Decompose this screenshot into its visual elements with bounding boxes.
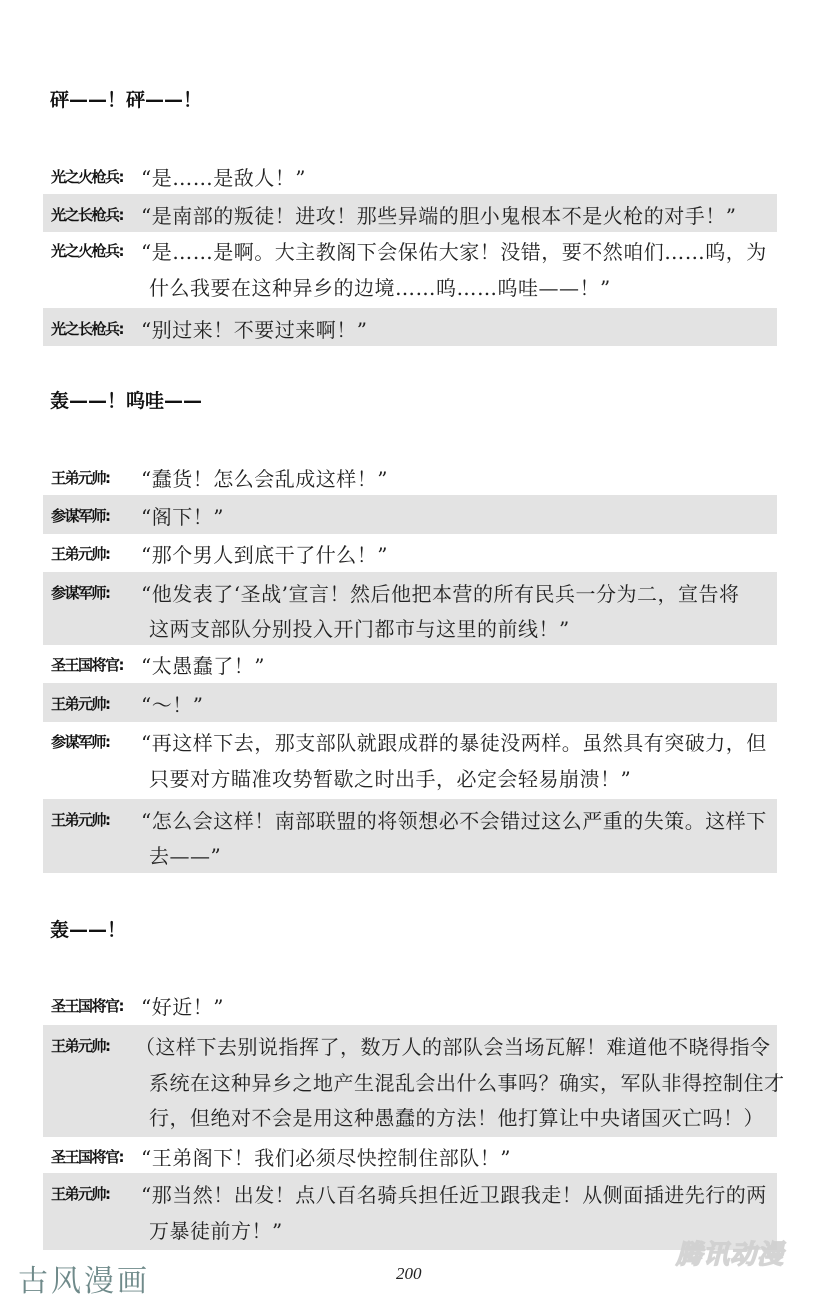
speaker-label: 光之长枪兵: <box>51 320 123 338</box>
dialogue-line: （这样下去别说指挥了，数万人的部队会当场瓦解！难道他不晓得指令 <box>135 1035 771 1059</box>
dialogue-row <box>43 1025 785 1137</box>
dialogue-line: 去——” <box>149 844 222 868</box>
dialogue-row <box>43 799 777 873</box>
dialogue-line: 只要对方瞄准攻势暂歇之时出手，必定会轻易崩溃！” <box>149 767 632 791</box>
speaker-label: 圣王国将官: <box>51 1148 123 1166</box>
dialogue-row <box>43 645 777 682</box>
dialogue-row <box>43 495 777 534</box>
dialogue-row <box>43 986 777 1024</box>
dialogue-line: “～！” <box>141 693 204 717</box>
speaker-label: 圣王国将官: <box>51 997 123 1015</box>
dialogue-line: “他发表了‘圣战’宣言！然后他把本营的所有民兵一分为二，宣告将 <box>141 582 740 606</box>
dialogue-line: “再这样下去，那支部队就跟成群的暴徒没两样。虽然具有突破力，但 <box>141 731 767 755</box>
dialogue-line: “好近！” <box>141 995 224 1019</box>
speaker-label: 圣王国将官: <box>51 656 123 674</box>
dialogue-line: “怎么会这样！南部联盟的将领想必不会错过这么严重的失策。这样下 <box>141 809 767 833</box>
sound-effect-heading: 砰——！砰——！ <box>50 89 203 111</box>
dialogue-row <box>43 232 777 308</box>
speaker-label: 光之火枪兵: <box>51 168 123 186</box>
dialogue-line: 什么我要在这种异乡的边境……呜……呜哇——！” <box>149 276 611 300</box>
speaker-label: 王弟元帅: <box>51 811 110 829</box>
dialogue-line: “那个男人到底干了什么！” <box>141 543 388 567</box>
dialogue-line: “太愚蠢了！” <box>141 654 265 678</box>
speaker-label: 王弟元帅: <box>51 469 110 487</box>
dialogue-line: “那当然！出发！点八百名骑兵担任近卫跟我走！从侧面插进先行的两 <box>141 1183 767 1207</box>
dialogue-line: 这两支部队分别投入开门都市与这里的前线！” <box>149 617 570 641</box>
dialogue-line: “是南部的叛徒！进攻！那些异端的胆小鬼根本不是火枪的对手！” <box>141 204 737 228</box>
dialogue-line: “蠢货！怎么会乱成这样！” <box>141 467 388 491</box>
dialogue-row <box>43 158 777 194</box>
dialogue-line: “王弟阁下！我们必须尽快控制住部队！” <box>141 1146 511 1170</box>
dialogue-row <box>43 722 777 798</box>
dialogue-line: 万暴徒前方！” <box>149 1219 283 1243</box>
dialogue-row <box>43 683 777 722</box>
sound-effect-heading: 轰——！呜哇—— <box>50 390 203 412</box>
speaker-label: 参谋军师: <box>51 507 110 525</box>
speaker-label: 王弟元帅: <box>51 695 110 713</box>
speaker-label: 王弟元帅: <box>51 1185 110 1203</box>
watermark-logo: 腾讯动漫 <box>676 1240 785 1270</box>
dialogue-line: “是……是啊。大主教阁下会保佑大家！没错，要不然咱们……呜，为 <box>141 240 767 264</box>
dialogue-row <box>43 1173 777 1250</box>
speaker-label: 王弟元帅: <box>51 545 110 563</box>
dialogue-line: “阁下！” <box>141 505 224 529</box>
dialogue-row <box>43 572 777 645</box>
dialogue-line: “别过来！不要过来啊！” <box>141 318 368 342</box>
dialogue-line: “是……是敌人！” <box>141 166 306 190</box>
dialogue-line: 行，但绝对不会是用这种愚蠢的方法！他打算让中央诸国灭亡吗！） <box>149 1106 764 1130</box>
dialogue-row <box>43 458 777 494</box>
speaker-label: 参谋军师: <box>51 733 110 751</box>
page-number: 200 <box>396 1264 422 1283</box>
dialogue-row <box>43 1137 777 1173</box>
speaker-label: 王弟元帅: <box>51 1037 110 1055</box>
dialogue-row <box>43 308 777 346</box>
speaker-label: 光之长枪兵: <box>51 206 123 224</box>
dialogue-row <box>43 534 777 571</box>
speaker-label: 参谋军师: <box>51 584 110 602</box>
sound-effect-heading: 轰——！ <box>50 919 127 941</box>
speaker-label: 光之火枪兵: <box>51 242 123 260</box>
dialogue-row <box>43 194 777 232</box>
dialogue-line: 系统在这种异乡之地产生混乱会出什么事吗？确实，军队非得控制住才 <box>149 1071 785 1095</box>
site-logo-text: 古风漫画 <box>18 1264 150 1299</box>
